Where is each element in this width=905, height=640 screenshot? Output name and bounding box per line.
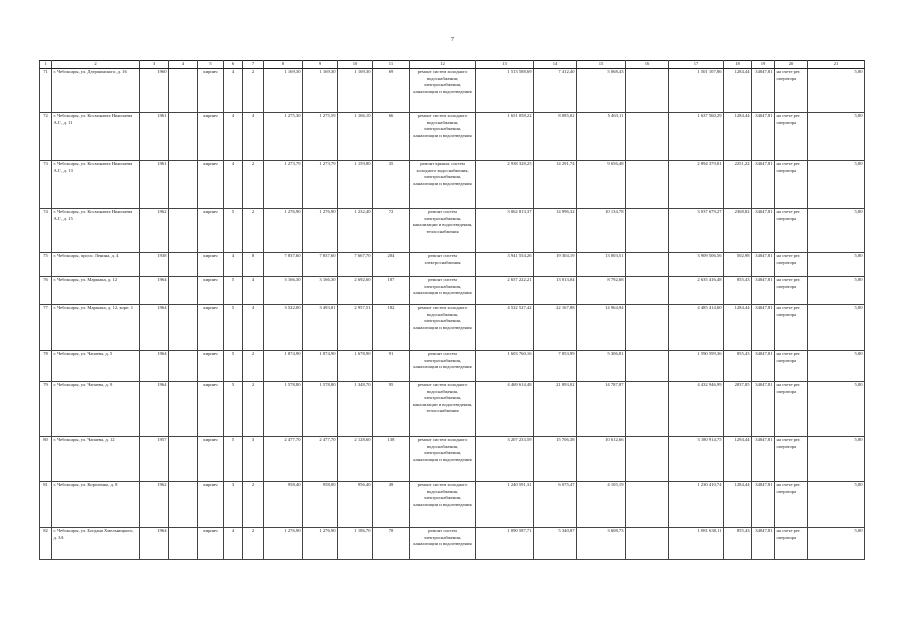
- cell-residents: 49: [373, 482, 410, 528]
- cell-cost-col-14: 19 304,19: [534, 253, 577, 277]
- cell-cost-col-14: 8 085,02: [534, 113, 577, 161]
- cell-row-number: 78: [40, 351, 52, 382]
- cell-total-cost: 3 207 233,59: [476, 437, 534, 482]
- cell-unit-cost: 502,98: [724, 253, 752, 277]
- cell-residents: 35: [373, 161, 410, 209]
- cell-col-4: [169, 69, 198, 113]
- cell-funding-method: на счете рег. оператора: [775, 161, 808, 209]
- cell-cost-col-15: 10 134,78: [577, 209, 626, 253]
- cell-contribution-rate: 5,80: [808, 253, 865, 277]
- cell-cost-col-16: [626, 253, 669, 277]
- cell-row-number: 74: [40, 209, 52, 253]
- cell-max-unit-cost: 34047,81: [752, 161, 775, 209]
- cell-funding-method: на счете рег. оператора: [775, 253, 808, 277]
- cell-cost-col-17: 1 501 107,86: [669, 69, 724, 113]
- column-number-4: 4: [169, 61, 198, 69]
- cell-area-residential: 1 678,90: [338, 351, 373, 382]
- column-number-7: 7: [243, 61, 264, 69]
- cell-contribution-rate: 5,80: [808, 528, 865, 560]
- table-row: [40, 161, 865, 209]
- cell-residents: 78: [373, 528, 410, 560]
- cell-total-cost: 3 062 813,37: [476, 209, 534, 253]
- cell-entrances: 2: [243, 209, 264, 253]
- cell-unit-cost: 855,43: [724, 351, 752, 382]
- cell-max-unit-cost: 34047,81: [752, 209, 775, 253]
- cell-wall-material: кирпич: [198, 382, 224, 437]
- cell-row-number: 79: [40, 382, 52, 437]
- column-number-1: 1: [40, 61, 52, 69]
- cell-total-cost: 4 469 614,48: [476, 382, 534, 437]
- cell-work-type: ремонт систем холодного водоснабжения, электроснабжения, канализации и водоотведения: [410, 482, 476, 528]
- cell-area-residential: 1 159,80: [338, 161, 373, 209]
- cell-area-residential: 1 232,40: [338, 209, 373, 253]
- cell-max-unit-cost: 34047,81: [752, 305, 775, 351]
- cell-area-residential: 2 957,51: [338, 305, 373, 351]
- cell-funding-method: на счете рег. оператора: [775, 382, 808, 437]
- cell-floors: 5: [224, 382, 243, 437]
- cell-entrances: 3: [243, 437, 264, 482]
- cell-cost-col-15: 14 787,87: [577, 382, 626, 437]
- cell-residents: 91: [373, 351, 410, 382]
- cell-col-4: [169, 351, 198, 382]
- cell-year-built: 1961: [140, 161, 169, 209]
- cell-residents: 72: [373, 209, 410, 253]
- cell-work-type: ремонт систем электроснабжения, канализации и водоотведения, теплоснабжения: [410, 209, 476, 253]
- cell-entrances: 4: [243, 305, 264, 351]
- cell-total-area: 3 166,30: [264, 277, 303, 305]
- cell-area-residential: 7 667,70: [338, 253, 373, 277]
- cell-cost-col-17: 4 432 946,99: [669, 382, 724, 437]
- cell-cost-col-15: 5 068,43: [577, 69, 626, 113]
- cell-cost-col-16: [626, 69, 669, 113]
- table-row: [40, 351, 865, 382]
- cell-residents: 69: [373, 69, 410, 113]
- column-number-12: 12: [410, 61, 476, 69]
- cell-funding-method: на счете рег. оператора: [775, 277, 808, 305]
- cell-year-built: 1962: [140, 209, 169, 253]
- cell-total-cost: 2 657 222,21: [476, 277, 534, 305]
- column-number-17: 17: [669, 61, 724, 69]
- cell-cost-col-17: 4 485 414,60: [669, 305, 724, 351]
- cell-address: г. Чебоксары, ул. Чапаева, д. 5: [52, 351, 140, 382]
- cell-total-area: 7 837,60: [264, 253, 303, 277]
- cell-cost-col-16: [626, 351, 669, 382]
- cell-row-number: 72: [40, 113, 52, 161]
- cell-contribution-rate: 5,80: [808, 482, 865, 528]
- cell-cost-col-15: 4 105,19: [577, 482, 626, 528]
- cell-col-4: [169, 437, 198, 482]
- cell-cost-col-16: [626, 482, 669, 528]
- cell-wall-material: кирпич: [198, 277, 224, 305]
- cell-address: г. Чебоксары, ул. Маршака, д. 12: [52, 277, 140, 305]
- cell-max-unit-cost: 34047,81: [752, 437, 775, 482]
- cell-residents: 182: [373, 305, 410, 351]
- cell-cost-col-16: [626, 277, 669, 305]
- cell-cost-col-15: 8 792,68: [577, 277, 626, 305]
- cell-total-cost: 4 522 527,42: [476, 305, 534, 351]
- cell-cost-col-14: 22 167,88: [534, 305, 577, 351]
- cell-total-area: 958,40: [264, 482, 303, 528]
- cell-area-premises: 3 166,30: [303, 277, 338, 305]
- cell-year-built: 1964: [140, 305, 169, 351]
- cell-area-premises: 1 273,79: [303, 161, 338, 209]
- cell-area-premises: 1 578,80: [303, 382, 338, 437]
- cell-residents: 187: [373, 277, 410, 305]
- cell-wall-material: кирпич: [198, 113, 224, 161]
- cell-year-built: 1960: [140, 69, 169, 113]
- cell-funding-method: на счете рег. оператора: [775, 482, 808, 528]
- cell-year-built: 1938: [140, 253, 169, 277]
- column-number-20: 20: [775, 61, 808, 69]
- cell-total-area: 1 276,90: [264, 528, 303, 560]
- cell-year-built: 1964: [140, 351, 169, 382]
- cell-address: г. Чебоксары, ул. Богдана Хмельницкого, д. 3А: [52, 528, 140, 560]
- cell-funding-method: на счете рег. оператора: [775, 351, 808, 382]
- cell-col-4: [169, 528, 198, 560]
- cell-max-unit-cost: 34047,81: [752, 351, 775, 382]
- cell-row-number: 80: [40, 437, 52, 482]
- cell-contribution-rate: 5,80: [808, 113, 865, 161]
- cell-cost-col-16: [626, 528, 669, 560]
- cell-unit-cost: 855,43: [724, 528, 752, 560]
- cell-row-number: 76: [40, 277, 52, 305]
- column-number-19: 19: [752, 61, 775, 69]
- cell-area-premises: 1 276,90: [303, 528, 338, 560]
- cell-row-number: 73: [40, 161, 52, 209]
- cell-contribution-rate: 5,80: [808, 382, 865, 437]
- cell-contribution-rate: 5,80: [808, 351, 865, 382]
- cell-entrances: 2: [243, 382, 264, 437]
- cell-area-residential: 1 186,70: [338, 528, 373, 560]
- cell-row-number: 82: [40, 528, 52, 560]
- cell-area-premises: 958,00: [303, 482, 338, 528]
- cell-max-unit-cost: 34047,81: [752, 482, 775, 528]
- cell-area-residential: 1 348,70: [338, 382, 373, 437]
- cell-floors: 4: [224, 253, 243, 277]
- cell-cost-col-14: 13 013,04: [534, 277, 577, 305]
- cell-cost-col-15: 9 656,48: [577, 161, 626, 209]
- cell-wall-material: кирпич: [198, 209, 224, 253]
- cell-total-cost: 1 651 058,22: [476, 113, 534, 161]
- cell-unit-cost: 2837,85: [724, 382, 752, 437]
- column-number-13: 13: [476, 61, 534, 69]
- column-number-11: 11: [373, 61, 410, 69]
- cell-total-cost: 3 941 554,26: [476, 253, 534, 277]
- cell-contribution-rate: 5,80: [808, 161, 865, 209]
- cell-cost-col-14: 7 412,40: [534, 69, 577, 113]
- cell-cost-col-17: 2 635 416,48: [669, 277, 724, 305]
- cell-entrances: 8: [243, 253, 264, 277]
- table-row: [40, 277, 865, 305]
- cell-work-type: ремонт систем электроснабжения, канализации и водоотведения: [410, 277, 476, 305]
- cell-funding-method: на счете рег. оператора: [775, 437, 808, 482]
- cell-total-area: 1 276,90: [264, 209, 303, 253]
- cell-col-4: [169, 253, 198, 277]
- cell-address: г. Чебоксары, ул. Короленко, д. 8: [52, 482, 140, 528]
- cell-total-area: 2 477,70: [264, 437, 303, 482]
- cell-entrances: 4: [243, 113, 264, 161]
- cell-unit-cost: 1284,44: [724, 482, 752, 528]
- column-number-9: 9: [303, 61, 338, 69]
- cell-year-built: 1957: [140, 437, 169, 482]
- cell-cost-col-14: 14 291,74: [534, 161, 577, 209]
- cell-cost-col-14: 14 996,32: [534, 209, 577, 253]
- column-number-14: 14: [534, 61, 577, 69]
- cell-max-unit-cost: 34047,81: [752, 69, 775, 113]
- cell-cost-col-17: 1 637 560,29: [669, 113, 724, 161]
- cell-funding-method: на счете рег. оператора: [775, 528, 808, 560]
- cell-unit-cost: 2251,22: [724, 161, 752, 209]
- cell-cost-col-17: 3 909 506,56: [669, 253, 724, 277]
- cell-contribution-rate: 5,80: [808, 277, 865, 305]
- column-number-6: 6: [224, 61, 243, 69]
- cell-total-cost: 1 603 760,16: [476, 351, 534, 382]
- cell-floors: 4: [224, 113, 243, 161]
- cell-work-type: ремонт систем холодного водоснабжения, электроснабжения, канализации и водоотведения, теплоснабжения: [410, 382, 476, 437]
- cell-max-unit-cost: 34047,81: [752, 528, 775, 560]
- cell-cost-col-17: 2 894 379,81: [669, 161, 724, 209]
- cell-total-area: 1 275,30: [264, 113, 303, 161]
- cell-max-unit-cost: 34047,81: [752, 277, 775, 305]
- cell-address: г. Чебоксары, ул. Маршака, д. 12, корп. 1: [52, 305, 140, 351]
- cell-residents: 66: [373, 113, 410, 161]
- column-number-3: 3: [140, 61, 169, 69]
- column-number-16: 16: [626, 61, 669, 69]
- table-row: [40, 209, 865, 253]
- cell-area-residential: 2 692,60: [338, 277, 373, 305]
- cell-year-built: 1964: [140, 382, 169, 437]
- cell-cost-col-17: 1 081 638,11: [669, 528, 724, 560]
- cell-floors: 5: [224, 437, 243, 482]
- cell-area-premises: 1 276,90: [303, 209, 338, 253]
- cell-row-number: 81: [40, 482, 52, 528]
- cell-row-number: 77: [40, 305, 52, 351]
- cell-col-4: [169, 113, 198, 161]
- cell-contribution-rate: 5,80: [808, 69, 865, 113]
- cell-unit-cost: 1284,44: [724, 69, 752, 113]
- cell-year-built: 1961: [140, 113, 169, 161]
- cell-wall-material: кирпич: [198, 305, 224, 351]
- column-number-2: 2: [52, 61, 140, 69]
- cell-address: г. Чебоксары, ул. Дзержинского, д. 16: [52, 69, 140, 113]
- cell-unit-cost: 1284,44: [724, 305, 752, 351]
- cell-address: г. Чебоксары, ул. Космонавта Николаева А.Г., д. 13: [52, 161, 140, 209]
- cell-area-premises: 2 477,70: [303, 437, 338, 482]
- cell-total-area: 1 578,80: [264, 382, 303, 437]
- cell-contribution-rate: 5,80: [808, 305, 865, 351]
- cell-funding-method: на счете рег. оператора: [775, 69, 808, 113]
- cell-col-4: [169, 209, 198, 253]
- cell-col-4: [169, 382, 198, 437]
- cell-year-built: 1964: [140, 528, 169, 560]
- page-number: 7: [451, 37, 454, 43]
- cell-cost-col-14: 6 075,47: [534, 482, 577, 528]
- cell-cost-col-16: [626, 209, 669, 253]
- cell-cost-col-14: 21 893,02: [534, 382, 577, 437]
- cell-work-type: ремонт систем холодного водоснабжения; электроснабжения, канализации и водоотведения: [410, 113, 476, 161]
- cell-floors: 5: [224, 351, 243, 382]
- cell-area-premises: 1 874,90: [303, 351, 338, 382]
- cell-cost-col-17: 1 590 599,36: [669, 351, 724, 382]
- cell-work-type: ремонт систем электроснабжения, канализации и водоотведения: [410, 528, 476, 560]
- cell-cost-col-17: 1 230 410,74: [669, 482, 724, 528]
- column-number-21: 21: [808, 61, 865, 69]
- column-number-row: [40, 61, 865, 69]
- table-header: [40, 61, 865, 69]
- cell-area-residential: 1 169,30: [338, 69, 373, 113]
- cell-address: г. Чебоксары, ул. Чапаева, д. 9: [52, 382, 140, 437]
- table-body: [40, 69, 865, 560]
- cell-total-cost: 1 240 591,31: [476, 482, 534, 528]
- cell-entrances: 4: [243, 277, 264, 305]
- cell-cost-col-15: 3 608,73: [577, 528, 626, 560]
- cell-contribution-rate: 5,80: [808, 209, 865, 253]
- cell-entrances: 2: [243, 528, 264, 560]
- cell-entrances: 2: [243, 69, 264, 113]
- cell-funding-method: на счете рег. оператора: [775, 113, 808, 161]
- cell-wall-material: кирпич: [198, 437, 224, 482]
- cell-floors: 5: [224, 277, 243, 305]
- cell-address: г. Чебоксары, ул. Космонавта Николаева А.Г., д. 15: [52, 209, 140, 253]
- cell-cost-col-15: 5 306,81: [577, 351, 626, 382]
- cell-total-cost: 1 513 588,69: [476, 69, 534, 113]
- cell-area-premises: 1 169,30: [303, 69, 338, 113]
- cell-floors: 4: [224, 528, 243, 560]
- cell-col-4: [169, 482, 198, 528]
- cell-area-residential: 2 128,60: [338, 437, 373, 482]
- repair-program-table: [39, 60, 865, 560]
- cell-residents: 204: [373, 253, 410, 277]
- cell-unit-cost: 855,43: [724, 277, 752, 305]
- table-row: [40, 382, 865, 437]
- table-row: [40, 305, 865, 351]
- cell-floors: 3: [224, 482, 243, 528]
- cell-total-area: 1 273,79: [264, 161, 303, 209]
- cell-year-built: 1962: [140, 482, 169, 528]
- cell-cost-col-14: 7 853,99: [534, 351, 577, 382]
- cell-cost-col-15: 10 612,66: [577, 437, 626, 482]
- cell-max-unit-cost: 34047,81: [752, 253, 775, 277]
- cell-wall-material: кирпич: [198, 528, 224, 560]
- column-number-5: 5: [198, 61, 224, 69]
- cell-work-type: ремонт систем электроснабжения, канализации и водоотведения: [410, 351, 476, 382]
- cell-floors: 4: [224, 69, 243, 113]
- cell-cost-col-16: [626, 161, 669, 209]
- cell-col-4: [169, 305, 198, 351]
- cell-wall-material: кирпич: [198, 69, 224, 113]
- cell-max-unit-cost: 34047,81: [752, 113, 775, 161]
- cell-work-type: ремонт систем холодного водоснабжения, электроснабжения, канализации и водоотведения: [410, 305, 476, 351]
- cell-area-premises: 7 837,60: [303, 253, 338, 277]
- table-row: [40, 437, 865, 482]
- cell-contribution-rate: 5,80: [808, 437, 865, 482]
- cell-wall-material: кирпич: [198, 482, 224, 528]
- cell-cost-col-14: 15 706,38: [534, 437, 577, 482]
- cell-cost-col-15: 14 964,94: [577, 305, 626, 351]
- table-row: [40, 113, 865, 161]
- cell-work-type: ремонт систем холодного водоснабжения, электроснабжения, канализации и водоотведения: [410, 437, 476, 482]
- cell-area-residential: 956,40: [338, 482, 373, 528]
- cell-wall-material: кирпич: [198, 351, 224, 382]
- cell-row-number: 75: [40, 253, 52, 277]
- cell-address: г. Чебоксары, просп. Ленина, д. 4: [52, 253, 140, 277]
- cell-residents: 138: [373, 437, 410, 482]
- cell-cost-col-14: 5 340,87: [534, 528, 577, 560]
- cell-floors: 5: [224, 209, 243, 253]
- cell-wall-material: кирпич: [198, 253, 224, 277]
- cell-unit-cost: 2368,82: [724, 209, 752, 253]
- column-number-15: 15: [577, 61, 626, 69]
- cell-row-number: 71: [40, 69, 52, 113]
- cell-cost-col-16: [626, 305, 669, 351]
- table-row: [40, 69, 865, 113]
- cell-unit-cost: 1294,44: [724, 437, 752, 482]
- cell-area-residential: 1 166,10: [338, 113, 373, 161]
- cell-funding-method: на счете рег. оператора: [775, 305, 808, 351]
- column-number-18: 18: [724, 61, 752, 69]
- table-row: [40, 528, 865, 560]
- cell-total-cost: 2 938 328,25: [476, 161, 534, 209]
- cell-cost-col-15: 13 003,51: [577, 253, 626, 277]
- cell-total-cost: 1 090 587,71: [476, 528, 534, 560]
- cell-cost-col-17: 3 180 914,75: [669, 437, 724, 482]
- cell-entrances: 2: [243, 161, 264, 209]
- cell-area-premises: 3 493,81: [303, 305, 338, 351]
- cell-cost-col-16: [626, 382, 669, 437]
- cell-col-4: [169, 277, 198, 305]
- cell-funding-method: на счете рег. оператора: [775, 209, 808, 253]
- cell-total-area: 1 874,90: [264, 351, 303, 382]
- cell-cost-col-16: [626, 437, 669, 482]
- cell-max-unit-cost: 34047,81: [752, 382, 775, 437]
- cell-residents: 95: [373, 382, 410, 437]
- column-number-10: 10: [338, 61, 373, 69]
- cell-floors: 5: [224, 305, 243, 351]
- table-row: [40, 253, 865, 277]
- cell-total-area: 3 522,00: [264, 305, 303, 351]
- cell-area-premises: 1 275,59: [303, 113, 338, 161]
- cell-work-type: ремонт крыши, систем холодного водоснабжения, электроснабжения, канализации и водоотведения: [410, 161, 476, 209]
- cell-cost-col-16: [626, 113, 669, 161]
- cell-cost-col-15: 5 463,11: [577, 113, 626, 161]
- table-row: [40, 482, 865, 528]
- cell-cost-col-17: 3 037 679,27: [669, 209, 724, 253]
- cell-total-area: 1 169,30: [264, 69, 303, 113]
- cell-entrances: 2: [243, 482, 264, 528]
- cell-col-4: [169, 161, 198, 209]
- cell-wall-material: кирпич: [198, 161, 224, 209]
- cell-floors: 4: [224, 161, 243, 209]
- cell-work-type: ремонт систем холодного водоснабжения; электроснабжения, канализации и водоотведения: [410, 69, 476, 113]
- cell-entrances: 2: [243, 351, 264, 382]
- cell-work-type: ремонт систем электроснабжения: [410, 253, 476, 277]
- cell-year-built: 1964: [140, 277, 169, 305]
- cell-address: г. Чебоксары, ул. Чапаева, д. 12: [52, 437, 140, 482]
- cell-address: г. Чебоксары, ул. Космонавта Николаева А.Г., д. 11: [52, 113, 140, 161]
- column-number-8: 8: [264, 61, 303, 69]
- cell-unit-cost: 1284,44: [724, 113, 752, 161]
